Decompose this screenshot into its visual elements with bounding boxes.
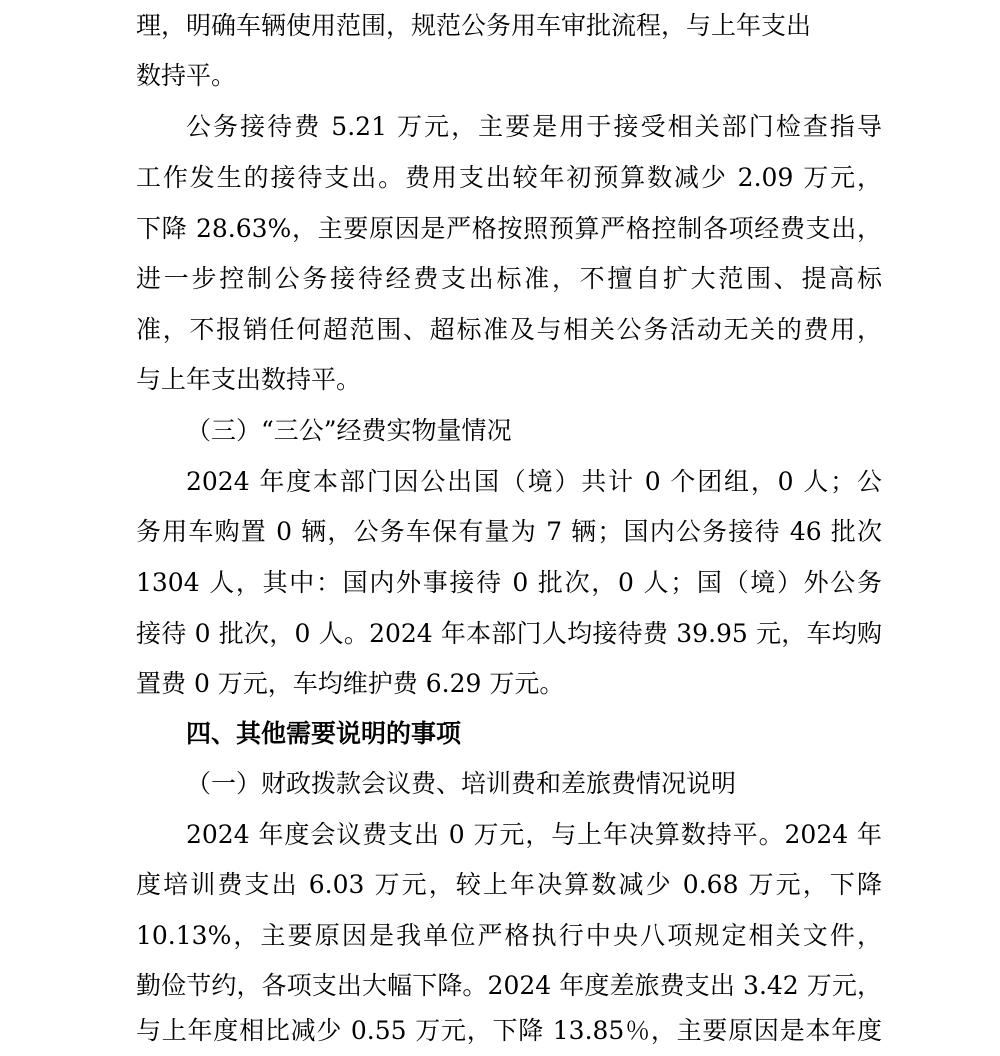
paragraph-line: 2024 年度本部门因公出国（境）共计 0 个团组，0 人；公 bbox=[186, 467, 882, 496]
paragraph-line: 10.13%，主要原因是我单位严格执行中央八项规定相关文件， bbox=[136, 921, 882, 950]
section-heading-four: 四、其他需要说明的事项 bbox=[186, 719, 462, 748]
paragraph-line: 与上年支出数持平。 bbox=[136, 365, 362, 394]
paragraph-line: 理，明确车辆使用范围，规范公务用车审批流程，与上年支出 bbox=[136, 11, 812, 40]
paragraph-line: 数持平。 bbox=[136, 61, 237, 90]
section-heading-three: （三）“三公”经费实物量情况 bbox=[186, 416, 512, 445]
paragraph-line: 勤俭节约，各项支出大幅下降。2024 年度差旅费支出 3.42 万元， bbox=[136, 971, 882, 1000]
paragraph-line: 1304 人，其中：国内外事接待 0 批次，0 人；国（境）外公务 bbox=[136, 568, 882, 597]
paragraph-line: 与上年度相比减少 0.55 万元，下降 13.85％，主要原因是本年度 bbox=[136, 1016, 882, 1045]
paragraph-line: 准，不报销任何超范围、超标准及与相关公务活动无关的费用， bbox=[136, 315, 882, 344]
paragraph-line: 2024 年度会议费支出 0 万元，与上年决算数持平。2024 年 bbox=[186, 820, 882, 849]
subsection-heading-one: （一）财政拨款会议费、培训费和差旅费情况说明 bbox=[186, 769, 737, 798]
paragraph-line: 进一步控制公务接待经费支出标准，不擅自扩大范围、提高标 bbox=[136, 264, 882, 293]
paragraph-line: 务用车购置 0 辆，公务车保有量为 7 辆；国内公务接待 46 批次 bbox=[136, 517, 882, 546]
paragraph-line: 下降 28.63%，主要原因是严格按照预算严格控制各项经费支出， bbox=[136, 214, 882, 243]
paragraph-line: 置费 0 万元，车均维护费 6.29 万元。 bbox=[136, 669, 565, 698]
paragraph-line: 工作发生的接待支出。费用支出较年初预算数减少 2.09 万元， bbox=[136, 163, 882, 192]
paragraph-line: 公务接待费 5.21 万元，主要是用于接受相关部门检查指导 bbox=[186, 112, 882, 141]
paragraph-line: 接待 0 批次，0 人。2024 年本部门人均接待费 39.95 元，车均购 bbox=[136, 619, 882, 648]
paragraph-line: 度培训费支出 6.03 万元，较上年决算数减少 0.68 万元，下降 bbox=[136, 870, 882, 899]
